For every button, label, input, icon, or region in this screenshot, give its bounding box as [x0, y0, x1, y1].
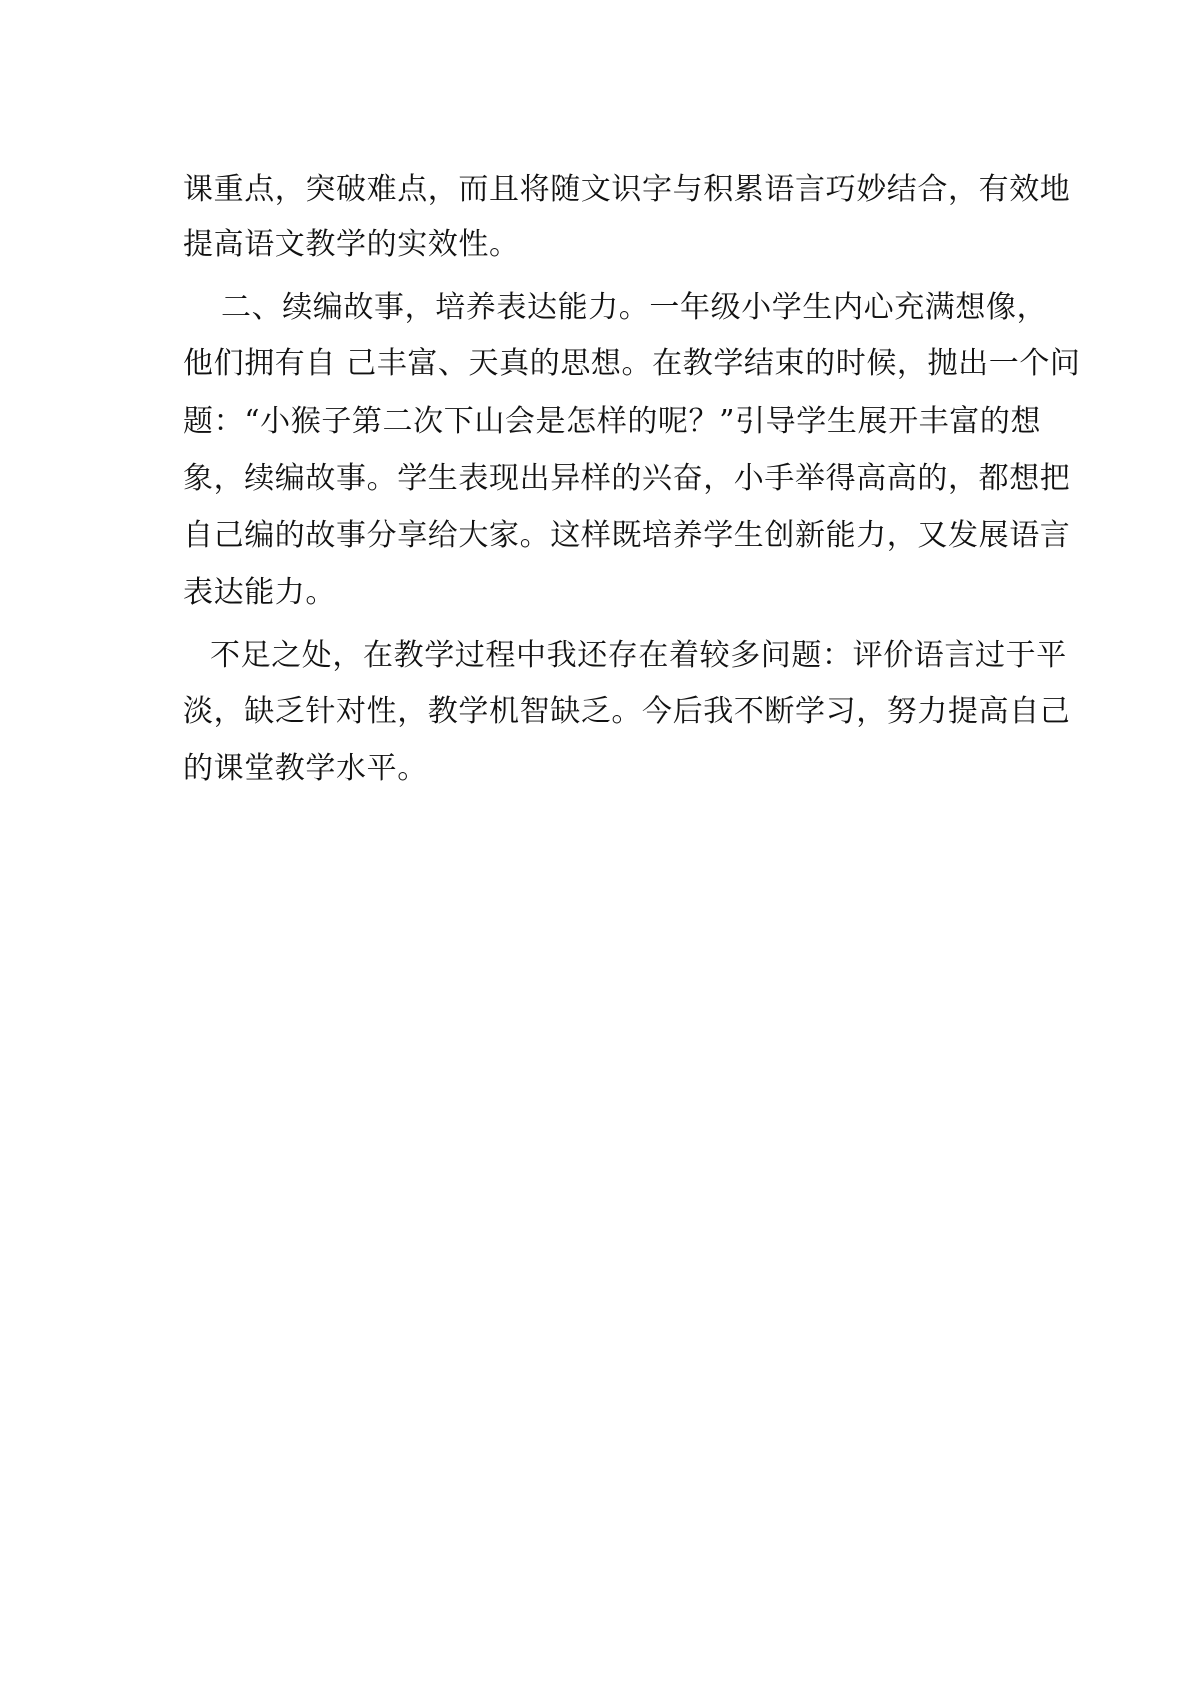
paragraph-3-line-3: 的课堂教学水平。: [183, 751, 428, 786]
paragraph-2-line-4: 象，续编故事。学生表现出异样的兴奋，小手举得高高的，都想把: [183, 461, 1071, 496]
paragraph-3-line-1: 不足之处，在教学过程中我还存在着较多问题：评价语言过于平: [210, 638, 1067, 673]
paragraph-3-line-2: 淡，缺乏针对性，教学机智缺乏。今后我不断学习，努力提高自己: [183, 694, 1071, 729]
paragraph-2-line-6: 表达能力。: [183, 575, 336, 610]
paragraph-2-line-2: 他们拥有自 己丰富、天真的思想。在教学结束的时候，抛出一个问: [183, 346, 1081, 381]
paragraph-2-line-1: 二、续编故事，培养表达能力。一年级小学生内心充满想像，: [221, 290, 1048, 325]
paragraph-1-line-2: 提高语文教学的实效性。: [183, 227, 520, 262]
paragraph-2-line-3: 题：“小猴子第二次下山会是怎样的呢？”引导学生展开丰富的想: [183, 404, 1042, 439]
paragraph-1-line-1: 课重点，突破难点，而且将随文识字与积累语言巧妙结合，有效地: [183, 172, 1071, 207]
paragraph-2-line-5: 自己编的故事分享给大家。这样既培养学生创新能力，又发展语言: [183, 518, 1071, 553]
